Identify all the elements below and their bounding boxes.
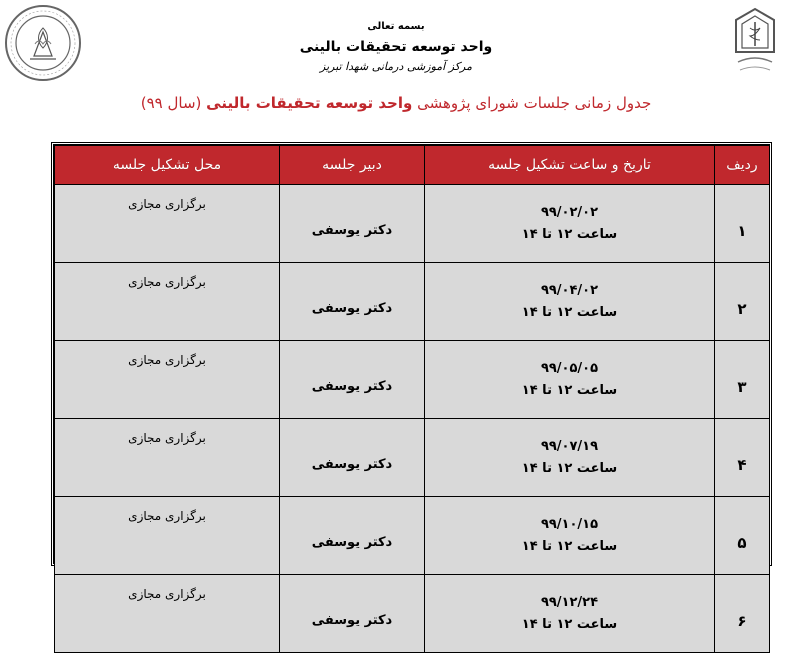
table-row	[55, 341, 770, 419]
table-row	[55, 497, 770, 575]
location-cell: برگزاری مجازی	[55, 341, 280, 419]
datetime-cell	[425, 419, 715, 497]
meeting-time: ساعت ۱۲ تا ۱۴	[521, 226, 618, 242]
table-row	[55, 575, 770, 653]
row-number: ۱	[715, 185, 770, 263]
datetime-cell	[425, 263, 715, 341]
secretary-cell: دکتر یوسفی	[280, 185, 425, 263]
meeting-date: ۹۹/۰۲/۰۲	[540, 204, 599, 220]
location-cell: برگزاری مجازی	[55, 497, 280, 575]
unit-name: واحد توسعه تحقیقات بالینی	[299, 39, 493, 55]
table-row	[55, 419, 770, 497]
datetime-cell	[425, 497, 715, 575]
row-number: ۶	[715, 575, 770, 653]
header-datetime: تاریخ و ساعت تشکیل جلسه	[425, 146, 715, 185]
meeting-date: ۹۹/۱۰/۱۵	[540, 516, 599, 532]
meeting-date: ۹۹/۰۷/۱۹	[540, 438, 599, 454]
location-cell: برگزاری مجازی	[55, 575, 280, 653]
center-name: مرکز آموزشی درمانی شهدا تبریز	[320, 60, 472, 73]
table-row	[55, 185, 770, 263]
title-prefix: جدول زمانی جلسات شورای پژوهشی	[417, 94, 652, 112]
location-cell: برگزاری مجازی	[55, 263, 280, 341]
meeting-time: ساعت ۱۲ تا ۱۴	[521, 382, 618, 398]
datetime-cell	[425, 341, 715, 419]
secretary-cell: دکتر یوسفی	[280, 263, 425, 341]
page-title	[0, 92, 792, 114]
header-row-number: ردیف	[715, 146, 770, 185]
meeting-time: ساعت ۱۲ تا ۱۴	[521, 304, 618, 320]
row-number: ۲	[715, 263, 770, 341]
secretary-cell: دکتر یوسفی	[280, 575, 425, 653]
title-bold: واحد توسعه تحقیقات بالینی	[206, 94, 413, 112]
location-cell: برگزاری مجازی	[55, 185, 280, 263]
row-number: ۵	[715, 497, 770, 575]
title-suffix: (سال ۹۹)	[140, 94, 202, 112]
meeting-time: ساعت ۱۲ تا ۱۴	[521, 460, 618, 476]
bismillah-text: بسمه تعالی	[367, 21, 425, 32]
document-header	[0, 20, 792, 74]
datetime-cell	[425, 185, 715, 263]
secretary-cell: دکتر یوسفی	[280, 341, 425, 419]
meeting-time: ساعت ۱۲ تا ۱۴	[521, 616, 618, 632]
meeting-date: ۹۹/۰۴/۰۲	[540, 282, 599, 298]
meeting-date: ۹۹/۱۲/۲۴	[540, 594, 599, 610]
row-number: ۴	[715, 419, 770, 497]
meeting-time: ساعت ۱۲ تا ۱۴	[521, 538, 618, 554]
header-secretary: دبیر جلسه	[280, 146, 425, 185]
row-number: ۳	[715, 341, 770, 419]
meeting-date: ۹۹/۰۵/۰۵	[540, 360, 599, 376]
location-cell: برگزاری مجازی	[55, 419, 280, 497]
table-row	[55, 263, 770, 341]
secretary-cell: دکتر یوسفی	[280, 419, 425, 497]
schedule-table	[51, 142, 772, 632]
datetime-cell	[425, 575, 715, 653]
header-location: محل تشکیل جلسه	[55, 146, 280, 185]
secretary-cell: دکتر یوسفی	[280, 497, 425, 575]
table-header-row	[55, 146, 770, 185]
